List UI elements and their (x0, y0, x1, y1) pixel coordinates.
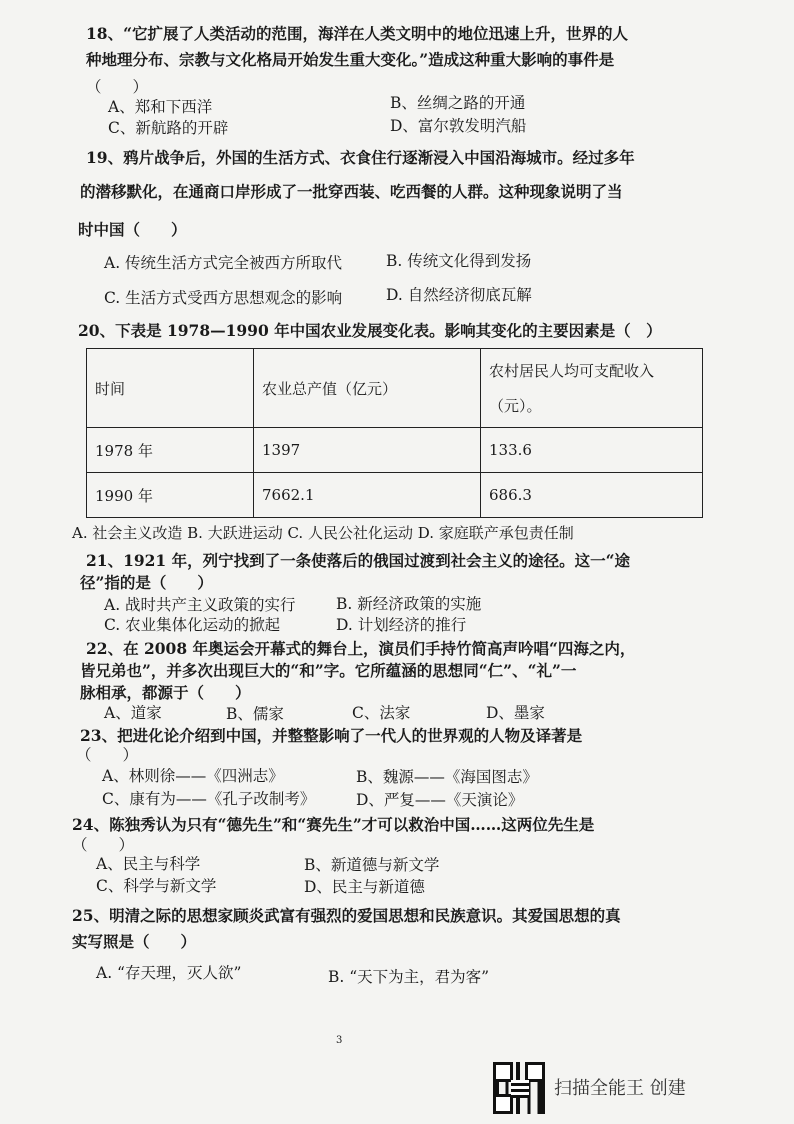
q19-option-b: B. 传统文化得到发扬 (386, 252, 532, 270)
q24-option-b: B、新道德与新文学 (304, 856, 440, 874)
q25-line2: 实写照是（ ） (72, 932, 197, 951)
agriculture-table (86, 348, 703, 518)
table-header-row (87, 349, 703, 428)
q21-option-d: D. 计划经济的推行 (336, 616, 467, 634)
q24-option-c: C、科学与新文学 (96, 877, 217, 895)
table-row (87, 428, 703, 473)
q18-paren: （ ） (86, 78, 149, 96)
q22-line2: 皆兄弟也”，并多次出现巨大的“和”字。它所蕴涵的思想同“仁”、“礼”一 (80, 661, 577, 680)
q21-option-b: B. 新经济政策的实施 (336, 595, 482, 613)
q19-option-c: C. 生活方式受西方思想观念的影响 (104, 289, 343, 307)
table-header-income-line1: 农村居民人均可支配收入 (489, 362, 655, 380)
q22-option-d: D、墨家 (486, 704, 545, 722)
table-cell: 7662.1 (254, 473, 481, 518)
table-row (87, 473, 703, 518)
q21-line1: 21、1921 年，列宁找到了一条使落后的俄国过渡到社会主义的途径。这一“途 (86, 551, 631, 570)
q24-paren: （ ） (72, 836, 135, 854)
table-header-output: 农业总产值（亿元） (254, 349, 481, 428)
q19-line3: 时中国（ ） (78, 220, 187, 239)
table-header-income (481, 349, 703, 428)
q23-option-a: A、林则徐——《四洲志》 (102, 767, 284, 785)
q23-paren: （ ） (76, 746, 139, 764)
q19-option-d: D. 自然经济彻底瓦解 (386, 286, 532, 304)
q22-line1: 22、在 2008 年奥运会开幕式的舞台上，演员们手持竹简高声吟唱“四海之内， (86, 639, 636, 658)
table-header-time: 时间 (87, 349, 254, 428)
q21-option-a: A. 战时共产主义政策的实行 (104, 596, 296, 614)
q22-option-a: A、道家 (104, 704, 162, 722)
q18-line2: 种地理分布、宗教与文化格局开始发生重大变化。”造成这种重大影响的事件是 (86, 50, 615, 69)
q21-line2: 径”指的是（ ） (80, 573, 213, 592)
q22-option-c: C、法家 (352, 704, 411, 722)
q20-line1: 20、下表是 1978—1990 年中国农业发展变化表。影响其变化的主要因素是（ ） (78, 321, 662, 340)
table-cell: 1397 (254, 428, 481, 473)
qr-code-icon (493, 1062, 545, 1114)
table-header-income-line2: （元）。 (489, 397, 542, 415)
table-cell: 133.6 (481, 428, 703, 473)
table-cell: 1978 年 (87, 428, 254, 473)
q23-option-c: C、康有为——《孔子改制考》 (102, 790, 316, 808)
q23-option-d: D、严复——《天演论》 (356, 791, 524, 809)
q18-option-c: C、新航路的开辟 (108, 119, 229, 137)
q18-option-b: B、丝绸之路的开通 (390, 94, 526, 112)
q25-option-a: A. “存天理，灭人欲” (96, 964, 242, 982)
q22-line3: 脉相承，都源于（ ） (80, 683, 251, 702)
q24-option-d: D、民主与新道德 (304, 878, 425, 896)
q23-option-b: B、魏源——《海国图志》 (356, 768, 538, 786)
table-cell: 686.3 (481, 473, 703, 518)
q18-option-d: D、富尔敦发明汽船 (390, 117, 527, 135)
q23-line1: 23、把进化论介绍到中国，并整整影响了一代人的世界观的人物及译著是 (80, 726, 583, 745)
q25-option-b: B. “天下为主，君为客” (328, 968, 490, 986)
q18-line1: 18、“它扩展了人类活动的范围，海洋在人类文明中的地位迅速上升，世界的人 (86, 24, 628, 43)
q21-option-c: C. 农业集体化运动的掀起 (104, 616, 281, 634)
q22-option-b: B、儒家 (226, 705, 284, 723)
q18-option-a: A、郑和下西洋 (108, 98, 213, 116)
q19-line2: 的潜移默化，在通商口岸形成了一批穿西装、吃西餐的人群。这种现象说明了当 (80, 182, 623, 201)
q24-option-a: A、民主与科学 (96, 855, 201, 873)
table-cell: 1990 年 (87, 473, 254, 518)
q19-line1: 19、鸦片战争后，外国的生活方式、衣食住行逐渐浸入中国沿海城市。经过多年 (86, 148, 635, 167)
q20-options: A. 社会主义改造 B. 大跃进运动 C. 人民公社化运动 D. 家庭联产承包责任制 (72, 524, 574, 542)
page-number: 3 (336, 1035, 343, 1046)
q25-line1: 25、明清之际的思想家顾炎武富有强烈的爱国思想和民族意识。其爱国思想的真 (72, 906, 621, 925)
scanner-watermark: 扫描全能王 创建 (554, 1078, 686, 1099)
q19-option-a: A. 传统生活方式完全被西方所取代 (104, 254, 343, 272)
q24-line1: 24、陈独秀认为只有“德先生”和“赛先生”才可以救治中国……这两位先生是 (72, 815, 595, 834)
